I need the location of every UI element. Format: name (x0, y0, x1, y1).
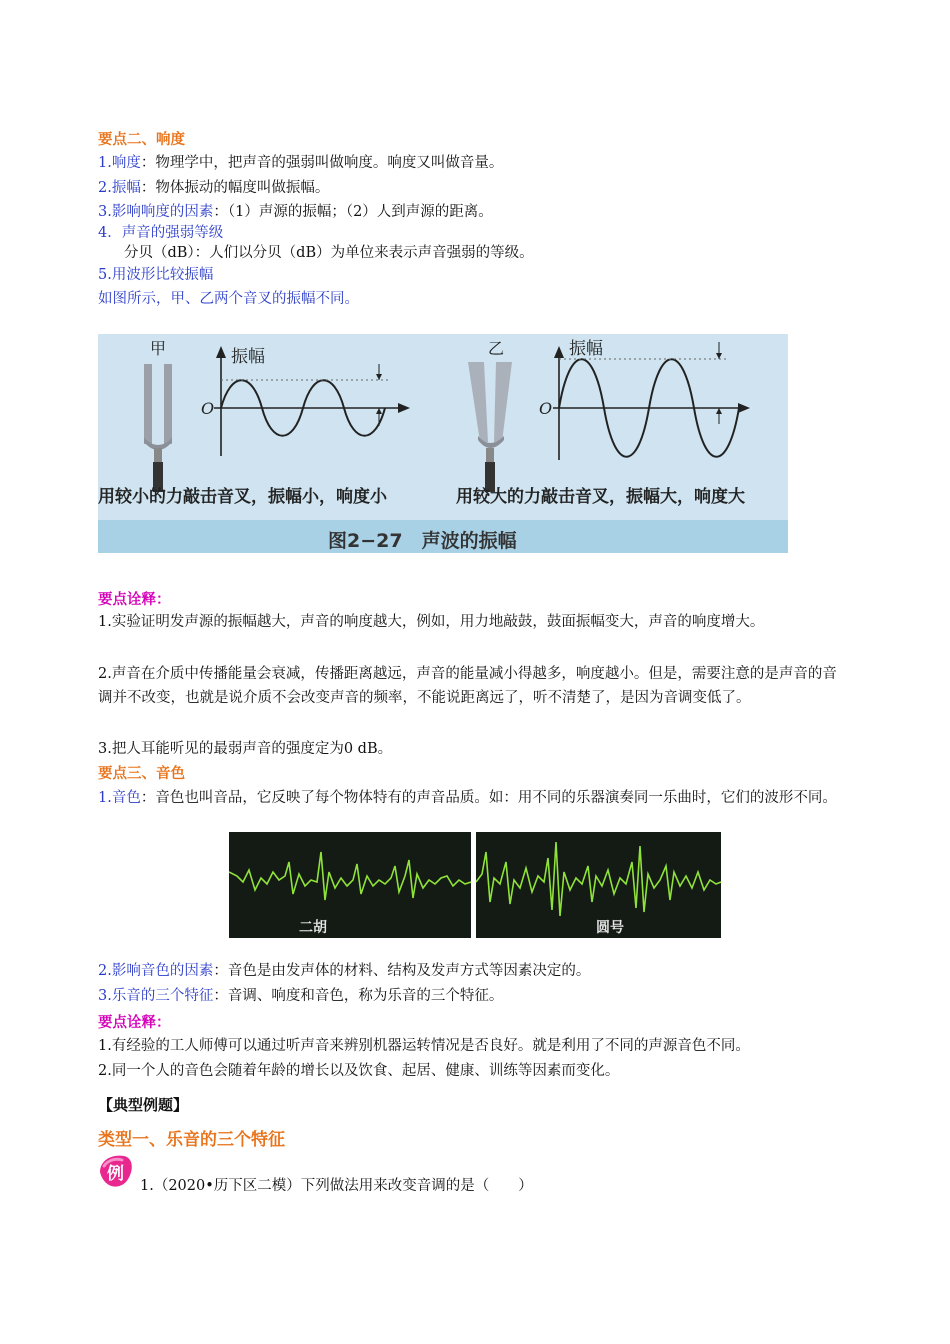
wave-plot-right (553, 342, 750, 460)
fork-label-right: 乙 (488, 339, 505, 358)
item-term: 影响音色的因素 (111, 963, 214, 979)
item-term: 音色 (111, 790, 141, 806)
note-2: 2.声音在介质中传播能量会衰减，传播距离越远，声音的能量减小得越多，响度越小。但是，需要注意的是声音的音调并不改变，也就是说介质不会改变声音的频率，不能说距离远了，听不清楚了，是因为音调变低了。 (98, 666, 837, 706)
tuning-fork-right-icon (468, 362, 512, 492)
origin-left: O (201, 399, 215, 418)
axis-label-right: 振幅 (569, 339, 603, 359)
question-1: 1.（2020•历下区二模）下列做法用来改变音调的是（ ） (140, 1178, 533, 1194)
item-text: ：音色也叫音品，它反映了每个物体特有的声音品质。如：用不同的乐器演奏同一乐曲时，它们的波形不同。 (140, 790, 837, 806)
note-3: 3.把人耳能听见的最弱声音的强度定为0 dB。 (98, 741, 393, 757)
waveform-erhu (229, 832, 471, 938)
item-num: 1. (98, 790, 112, 806)
item-text: ：物理学中，把声音的强弱叫做响度。响度又叫做音量。 (140, 155, 504, 171)
tuning-fork-left-icon (144, 364, 172, 492)
item-decibel-title: 4．声音的强弱等级 (98, 225, 224, 241)
figure-amplitude (98, 334, 788, 553)
scope-horn (476, 832, 721, 938)
figure-caption: 图2−27 声波的振幅 (328, 530, 517, 552)
fork-label-left: 甲 (150, 339, 167, 358)
item-term: 影响响度的因素 (111, 204, 214, 220)
item-waveform-text: 如图所示，甲、乙两个音叉的振幅不同。 (98, 291, 359, 307)
item-decibel-text: 分贝（dB）：人们以分贝（dB）为单位来表示声音强弱的等级。 (124, 245, 534, 261)
section-title-loudness: 要点二、响度 (98, 132, 185, 148)
note-title-2: 要点诠释： (98, 1015, 171, 1031)
examples-heading: 【典型例题】 (98, 1096, 189, 1114)
item-loudness (98, 153, 503, 173)
item-num: 1. (98, 155, 112, 171)
item-term: 响度 (111, 155, 141, 171)
scope-erhu (229, 832, 471, 938)
item-num: 2. (98, 180, 112, 196)
item-num: 2. (98, 963, 112, 979)
item-term: 乐音的三个特征 (111, 988, 214, 1004)
item-timbre (98, 786, 850, 810)
figure-amplitude-graphic (98, 334, 788, 553)
section-title-timbre: 要点三、音色 (98, 766, 185, 782)
item-loudness-factors (98, 202, 493, 222)
item-text: ：音调、响度和音色，称为乐音的三个特征。 (213, 988, 504, 1004)
item-three-features (98, 986, 503, 1006)
example-badge-icon (96, 1152, 136, 1192)
item-text: ：（1）声源的振幅；（2）人到声源的距离。 (213, 204, 493, 220)
note-2-1: 1.有经验的工人师傅可以通过听声音来辨别机器运转情况是否良好。就是利用了不同的声源音色不同。 (98, 1038, 750, 1054)
caption-right: 用较大的力敲击音叉，振幅大，响度大 (456, 487, 745, 507)
example-badge-text: 例 (107, 1164, 124, 1184)
item-waveform-title: 5.用波形比较振幅 (98, 267, 214, 283)
note-title-1: 要点诠释： (98, 592, 171, 608)
item-text: ：音色是由发声体的材料、结构及发声方式等因素决定的。 (213, 963, 591, 979)
item-num: 3. (98, 204, 112, 220)
figure-timbre (229, 832, 721, 938)
item-timbre-factors (98, 961, 590, 981)
note-1: 1.实验证明发声源的振幅越大，声音的响度越大，例如，用力地敲鼓，鼓面振幅变大，声音的响度增大。 (98, 614, 765, 630)
item-amplitude (98, 178, 329, 198)
origin-right: O (539, 399, 553, 418)
item-num: 3. (98, 988, 112, 1004)
scope-label-horn: 圆号 (596, 920, 624, 936)
waveform-horn (476, 832, 721, 938)
item-text: ：物体振动的幅度叫做振幅。 (140, 180, 330, 196)
item-term: 振幅 (111, 180, 141, 196)
caption-left: 用较小的力敲击音叉，振幅小，响度小 (98, 487, 387, 507)
note-2-2: 2.同一个人的音色会随着年龄的增长以及饮食、起居、健康、训练等因素而变化。 (98, 1063, 620, 1079)
axis-label-left: 振幅 (231, 347, 265, 367)
scope-label-erhu: 二胡 (299, 920, 327, 936)
type1-title: 类型一、乐音的三个特征 (98, 1130, 285, 1150)
